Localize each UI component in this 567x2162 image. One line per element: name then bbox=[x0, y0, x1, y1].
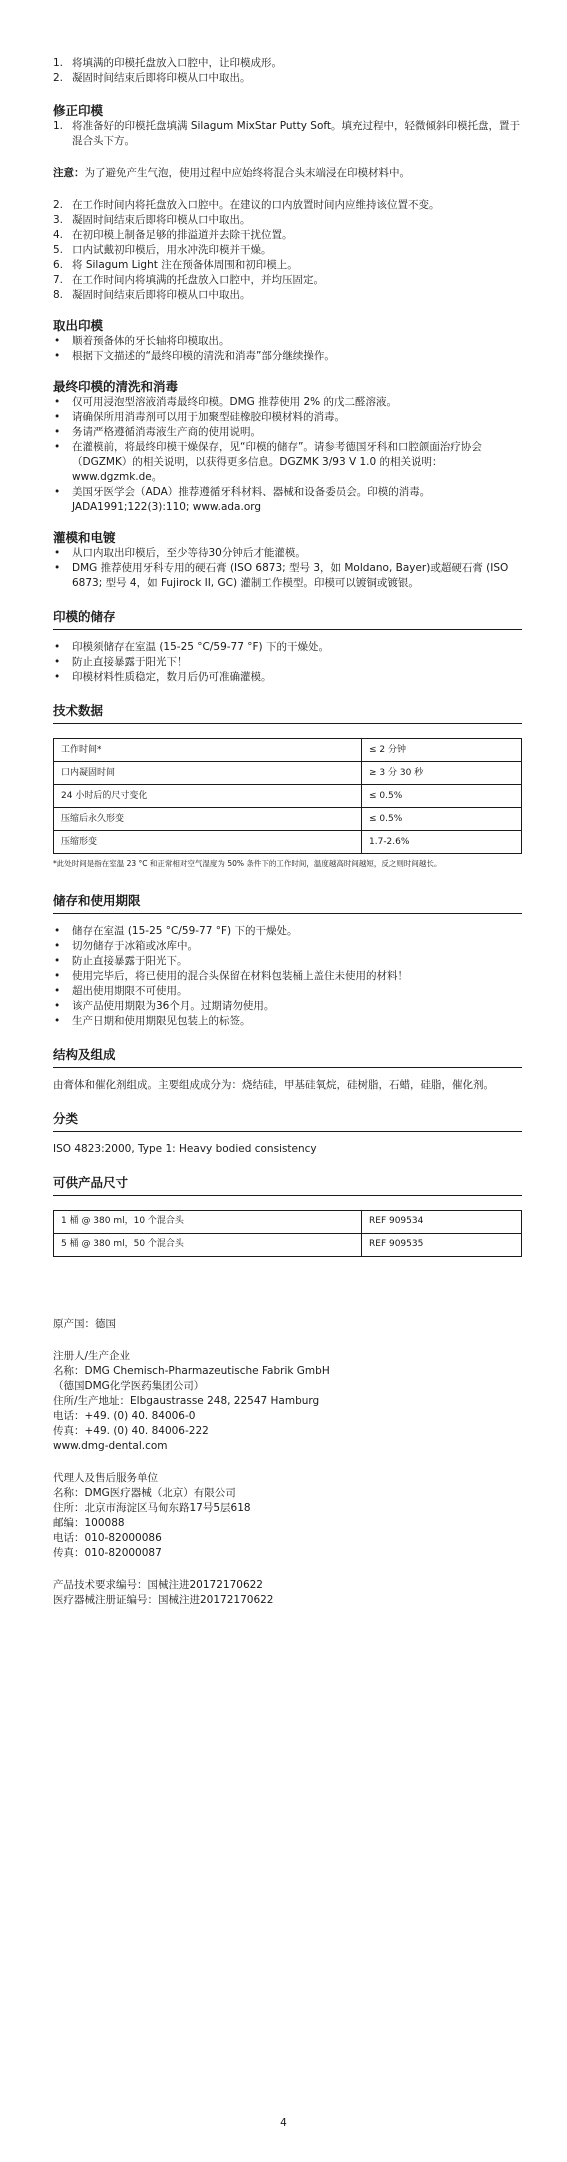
bullet-icon: • bbox=[54, 547, 61, 559]
list-item: • 切勿储存于冰箱或冰库中。 bbox=[54, 939, 198, 952]
bullet-icon: • bbox=[54, 335, 61, 347]
casting-list bbox=[53, 546, 522, 591]
cleaning-list bbox=[53, 395, 522, 515]
bullet-icon: • bbox=[54, 954, 61, 967]
shelf-life-list bbox=[53, 924, 522, 1029]
list-item: • 该产品使用期限为36个月。过期请勿使用。 bbox=[54, 999, 275, 1012]
list-item: • 储存在室温 (15-25 °C/59-77 °F) 下的干燥处。 bbox=[54, 924, 298, 937]
technical-data-table bbox=[53, 738, 522, 854]
correction-note: 注意：为了避免产生气泡，使用过程中应始终将混合头末端浸在印模材料中。 bbox=[53, 167, 410, 179]
list-item: 2. 在工作时间内将托盘放入口腔中。在建议的口内放置时间内应维持该位置不变。 bbox=[53, 199, 440, 211]
bullet-icon: • bbox=[54, 562, 61, 574]
correction-steps bbox=[53, 198, 522, 303]
bullet-icon: • bbox=[54, 396, 61, 408]
origin-text: 原产国：德国 bbox=[53, 1317, 116, 1330]
table-row: 压缩形变 1.7-2.6% bbox=[54, 831, 522, 854]
list-item: 7. 在工作时间内将填满的托盘放入口腔中，并均压固定。 bbox=[53, 274, 324, 286]
bullet-icon: • bbox=[54, 939, 61, 952]
bullet-icon: • bbox=[54, 924, 61, 937]
section-title-correction: 修正印模 bbox=[53, 103, 104, 118]
manufacturer-block: 注册人/生产企业 名称：DMG Chemisch-Pharmazeutische Fabrik GmbH （德国DMG化学医药集团公司） 住所/生产地址：Elbgaustrasse 248, 22547 Hamburg 电话：+49. (0) 40. 84006-0 传真：+49. (0) 40. 84006-222 www.dmg-dental.com bbox=[53, 1349, 522, 1454]
bullet-icon: • bbox=[54, 1014, 61, 1027]
list-item: • 印模材料性质稳定，数月后仍可准确灌模。 bbox=[54, 671, 272, 683]
bullet-icon: • bbox=[54, 656, 61, 668]
available-sizes-table bbox=[53, 1210, 522, 1257]
bullet-icon: • bbox=[54, 486, 61, 498]
section-title-technical-data: 技术数据 bbox=[53, 702, 522, 724]
list-item: 2. 凝固时间结束后即将印模从口中取出。 bbox=[53, 72, 251, 84]
list-item: • 请确保所用消毒剂可以用于加聚型硅橡胶印模材料的消毒。 bbox=[54, 411, 345, 423]
section-title-shelf-life: 储存和使用期限 bbox=[53, 892, 522, 914]
document-page bbox=[53, 52, 522, 1608]
list-item: • 在灌模前，将最终印模干燥保存，见“印模的储存”。请参考德国牙科和口腔颌面治疗协会（DGZMK）的相关说明，以获得更多信息。DGZMK 3/93 V 1.0 的相关说明：www.dgzmk.de。 bbox=[54, 441, 482, 483]
bullet-icon: • bbox=[54, 411, 61, 423]
list-item: • 美国牙医学会（ADA）推荐遵循牙科材料、器械和设备委员会。印模的消毒。JADA1991;122(3):110; www.ada.org bbox=[54, 486, 431, 513]
agent-block: 代理人及售后服务单位 名称：DMG医疗器械（北京）有限公司 住所：北京市海淀区马甸东路17号5层618 邮编：100088 电话：010-82000086 传真：010-82000087 bbox=[53, 1471, 251, 1559]
list-item: 6. 将 Silagum Light 注在预备体周围和初印模上。 bbox=[53, 259, 298, 271]
classification-text: ISO 4823:2000, Type 1: Heavy bodied consistency bbox=[53, 1142, 317, 1155]
registration-block: 产品技术要求编号：国械注进20172170622 医疗器械注册证编号：国械注进20172170622 bbox=[53, 1578, 274, 1606]
page-number: 4 bbox=[280, 2117, 287, 2129]
bullet-icon: • bbox=[54, 350, 61, 362]
bullet-icon: • bbox=[54, 426, 61, 438]
bullet-icon: • bbox=[54, 441, 61, 453]
technical-data-footnote: *此处时间是指在室温 23 °C 和正常相对空气湿度为 50% 条件下的工作时间，温度越高时间越短，反之则时间越长。 bbox=[53, 859, 442, 868]
table-row: 24 小时后的尺寸变化 ≤ 0.5% bbox=[54, 785, 522, 808]
table-row: 口内凝固时间 ≥ 3 分 30 秒 bbox=[54, 762, 522, 785]
list-item: • 仅可用浸泡型溶液消毒最终印模。DMG 推荐使用 2% 的戊二醛溶液。 bbox=[54, 396, 397, 408]
list-item: • 从口内取出印模后，至少等待30分钟后才能灌模。 bbox=[54, 547, 306, 559]
list-item: • 超出使用期限不可使用。 bbox=[54, 984, 188, 997]
list-item: • 使用完毕后，将已使用的混合头保留在材料包装桶上盖住未使用的材料！ bbox=[54, 969, 408, 982]
bullet-icon: • bbox=[54, 671, 61, 683]
table-row: 工作时间* ≤ 2 分钟 bbox=[54, 739, 522, 762]
list-item: 8. 凝固时间结束后即将印模从口中取出。 bbox=[53, 289, 251, 301]
list-item: 1. 将填满的印模托盘放入口腔中，让印模成形。 bbox=[53, 57, 282, 69]
section-title-composition: 结构及组成 bbox=[53, 1046, 522, 1068]
table-row: 压缩后永久形变 ≤ 0.5% bbox=[54, 808, 522, 831]
list-item: • 印模须储存在室温 (15-25 °C/59-77 °F) 下的干燥处。 bbox=[54, 641, 329, 653]
list-item: • 防止直接暴露于阳光下。 bbox=[54, 954, 188, 967]
removal-list bbox=[53, 334, 522, 364]
bullet-icon: • bbox=[54, 969, 61, 982]
bullet-icon: • bbox=[54, 641, 61, 653]
bullet-icon: • bbox=[54, 999, 61, 1012]
list-item: 4. 在初印模上制备足够的排溢道并去除干扰位置。 bbox=[53, 229, 293, 241]
section-title-casting: 灌模和电镀 bbox=[53, 530, 116, 545]
table-row: 1 桶 @ 380 ml，10 个混合头 REF 909534 bbox=[54, 1210, 522, 1233]
list-item: • 顺着预备体的牙长轴将印模取出。 bbox=[54, 335, 230, 347]
list-item: 5. 口内试戴初印模后，用水冲洗印模并干燥。 bbox=[53, 244, 272, 256]
list-item: • 生产日期和使用期限见包装上的标签。 bbox=[54, 1014, 251, 1027]
list-item: • 务请严格遵循消毒液生产商的使用说明。 bbox=[54, 426, 261, 438]
section-title-impression-storage: 印模的储存 bbox=[53, 608, 522, 630]
list-item: • DMG 推荐使用牙科专用的硬石膏 (ISO 6873; 型号 3，如 Moldano, Bayer)或超硬石膏 (ISO 6873; 型号 4，如 Fujirock II, GC) 灌制工作模型。印模可以镀铜或镀银。 bbox=[54, 562, 509, 589]
section-title-available-sizes: 可供产品尺寸 bbox=[53, 1174, 522, 1196]
intro-steps bbox=[53, 56, 522, 86]
list-item: 1. 将准备好的印模托盘填满 Silagum MixStar Putty Soft。填充过程中，轻微倾斜印模托盘，置于混合头下方。 bbox=[53, 120, 521, 147]
list-item: • 根据下文描述的“最终印模的清洗和消毒”部分继续操作。 bbox=[54, 350, 335, 362]
correction-step-1 bbox=[53, 119, 522, 149]
list-item: 3. 凝固时间结束后即将印模从口中取出。 bbox=[53, 214, 251, 226]
composition-text: 由膏体和催化剂组成。主要组成成分为：烧结硅，甲基硅氧烷，硅树脂，石蜡，硅脂，催化剂。 bbox=[53, 1078, 494, 1091]
table-row: 5 桶 @ 380 ml，50 个混合头 REF 909535 bbox=[54, 1233, 522, 1256]
bullet-icon: • bbox=[54, 984, 61, 997]
impression-storage-list bbox=[53, 640, 522, 685]
section-title-classification: 分类 bbox=[53, 1110, 522, 1132]
section-title-removal: 取出印模 bbox=[53, 318, 104, 333]
section-title-cleaning: 最终印模的清洗和消毒 bbox=[53, 379, 179, 394]
list-item: • 防止直接暴露于阳光下！ bbox=[54, 656, 188, 668]
origin-block bbox=[53, 1317, 522, 1332]
website-link[interactable]: www.dmg-dental.com bbox=[53, 1439, 168, 1452]
